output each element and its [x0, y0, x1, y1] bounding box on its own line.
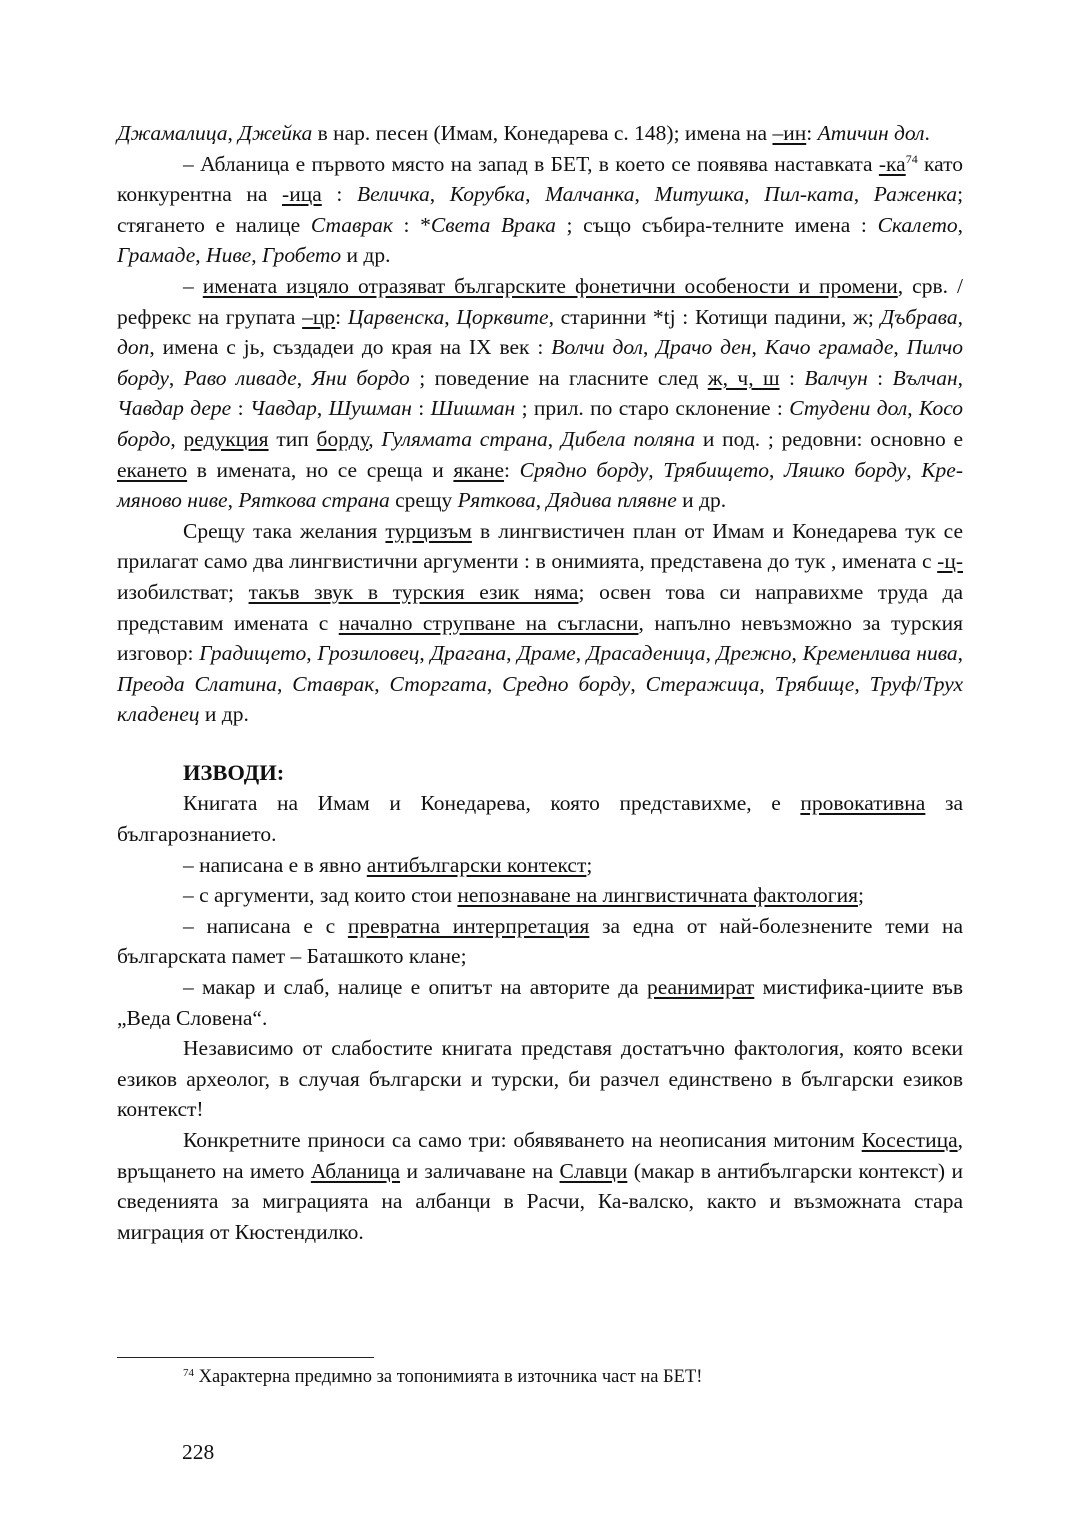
conclusions-text	[117, 788, 963, 1247]
footnote	[183, 1364, 702, 1390]
body-paragraph: – имената изцяло отразяват българските фонетични особености и промени, срв. / рефрекс на групата –цр: Царвенска, Цорквите, старинни *tj : Котищи падини, ж; Дъбрава, доп, имена с jь, създадеи до края на IX век : Волчи дол, Драчо ден, Качо грамаде, Пилчо борду, Раво ливаде, Яни бордо ; поведение на гласните след ж, ч, ш : Валчун : Вълчан, Чавдар дере : Чавдар, Шушман : Шишман ; прил. по старо склонение : Студени дол, Косо бордо, редукция тип борду, Гулямата страна, Дибела поляна и под. ; редовни: основно е екането в имената, но се среща и якане: Срядно борду, Трябището, Ляшко борду, Кре-мяново ниве, Ряткова страна срещу Ряткова, Дядива плявне и др.	[117, 273, 964, 513]
conclusion-paragraph: – с аргументи, зад които стои непознаване на лингвистичната фактология;	[183, 883, 864, 908]
page-body	[117, 118, 963, 1247]
conclusion-paragraph: Независимо от слабостите книгата представя достатъчно фактология, която всеки езиков археолог, в случая български и турски, би разчел единствено в български езиков контекст!	[117, 1036, 963, 1122]
conclusion-paragraph: Конкретните приноси са само три: обявяването на неописания митоним Косестица, връщането на името Абланица и заличаване на Славци (макар в антибългарски контекст) и сведенията за миграцията на албанци в Расчи, Ка-валско, както и възможната стара миграция от Кюстендилко.	[117, 1128, 964, 1244]
body-paragraph: – Абланица е първото място на запад в БЕТ, в което се появява наставката $-ка^{74}$ като конкурентна на -ица : Величка, Корубка, Малчанка, Митушка, Пил-ката, Раженка; стягането е налице Ставрак : *Света Врака ; също събира-телните имена : Скалето, Грамаде, Ниве, Гробето и др.	[117, 151, 964, 268]
page-number: 228	[182, 1440, 215, 1464]
body-text	[117, 118, 963, 730]
body-paragraph: Джамалица, Джейка в нар. песен (Имам, Конедарева с. 148); имена на –ин: Атичин дол.	[117, 121, 930, 145]
conclusion-paragraph: Книгата на Имам и Конедарева, която представихме, е провокативна за българознанието.	[117, 791, 963, 847]
body-paragraph: Срещу така желания турцизъм в лингвистичен план от Имам и Конедарева тук се прилагат само два лингвистични аргументи : в онимията, представена до тук , имената с -ц- изобилстват; такъв звук в турския език няма; освен това си направихме труда да представим имената с начално струпване на съгласни, напълно невъзможно за турския изговор: Градището, Грозиловец, Драгана, Драме, Драсаденица, Дрежно, Кременлива нива, Преода Слатина, Ставрак, Сторгата, Средно борду, Стеражица, Трябище, Труф/Трух кладенец и др.	[117, 518, 964, 727]
footnote-number: 74	[183, 1367, 194, 1379]
section-heading: ИЗВОДИ:	[183, 759, 285, 785]
footnote-divider	[117, 1357, 374, 1358]
conclusion-paragraph: – написана е с превратна интерпретация за една от най-болезнените теми на българската памет – Баташкото клане;	[117, 913, 964, 969]
footnote-text: Характерна предимно за топонимията в източника част на БЕТ!	[194, 1367, 703, 1387]
conclusion-paragraph: – макар и слаб, налице е опитът на авторите да реанимират мистифика-циите във „Веда Словена“.	[117, 975, 964, 1030]
conclusion-paragraph: – написана е в явно антибългарски контекст;	[183, 852, 593, 877]
